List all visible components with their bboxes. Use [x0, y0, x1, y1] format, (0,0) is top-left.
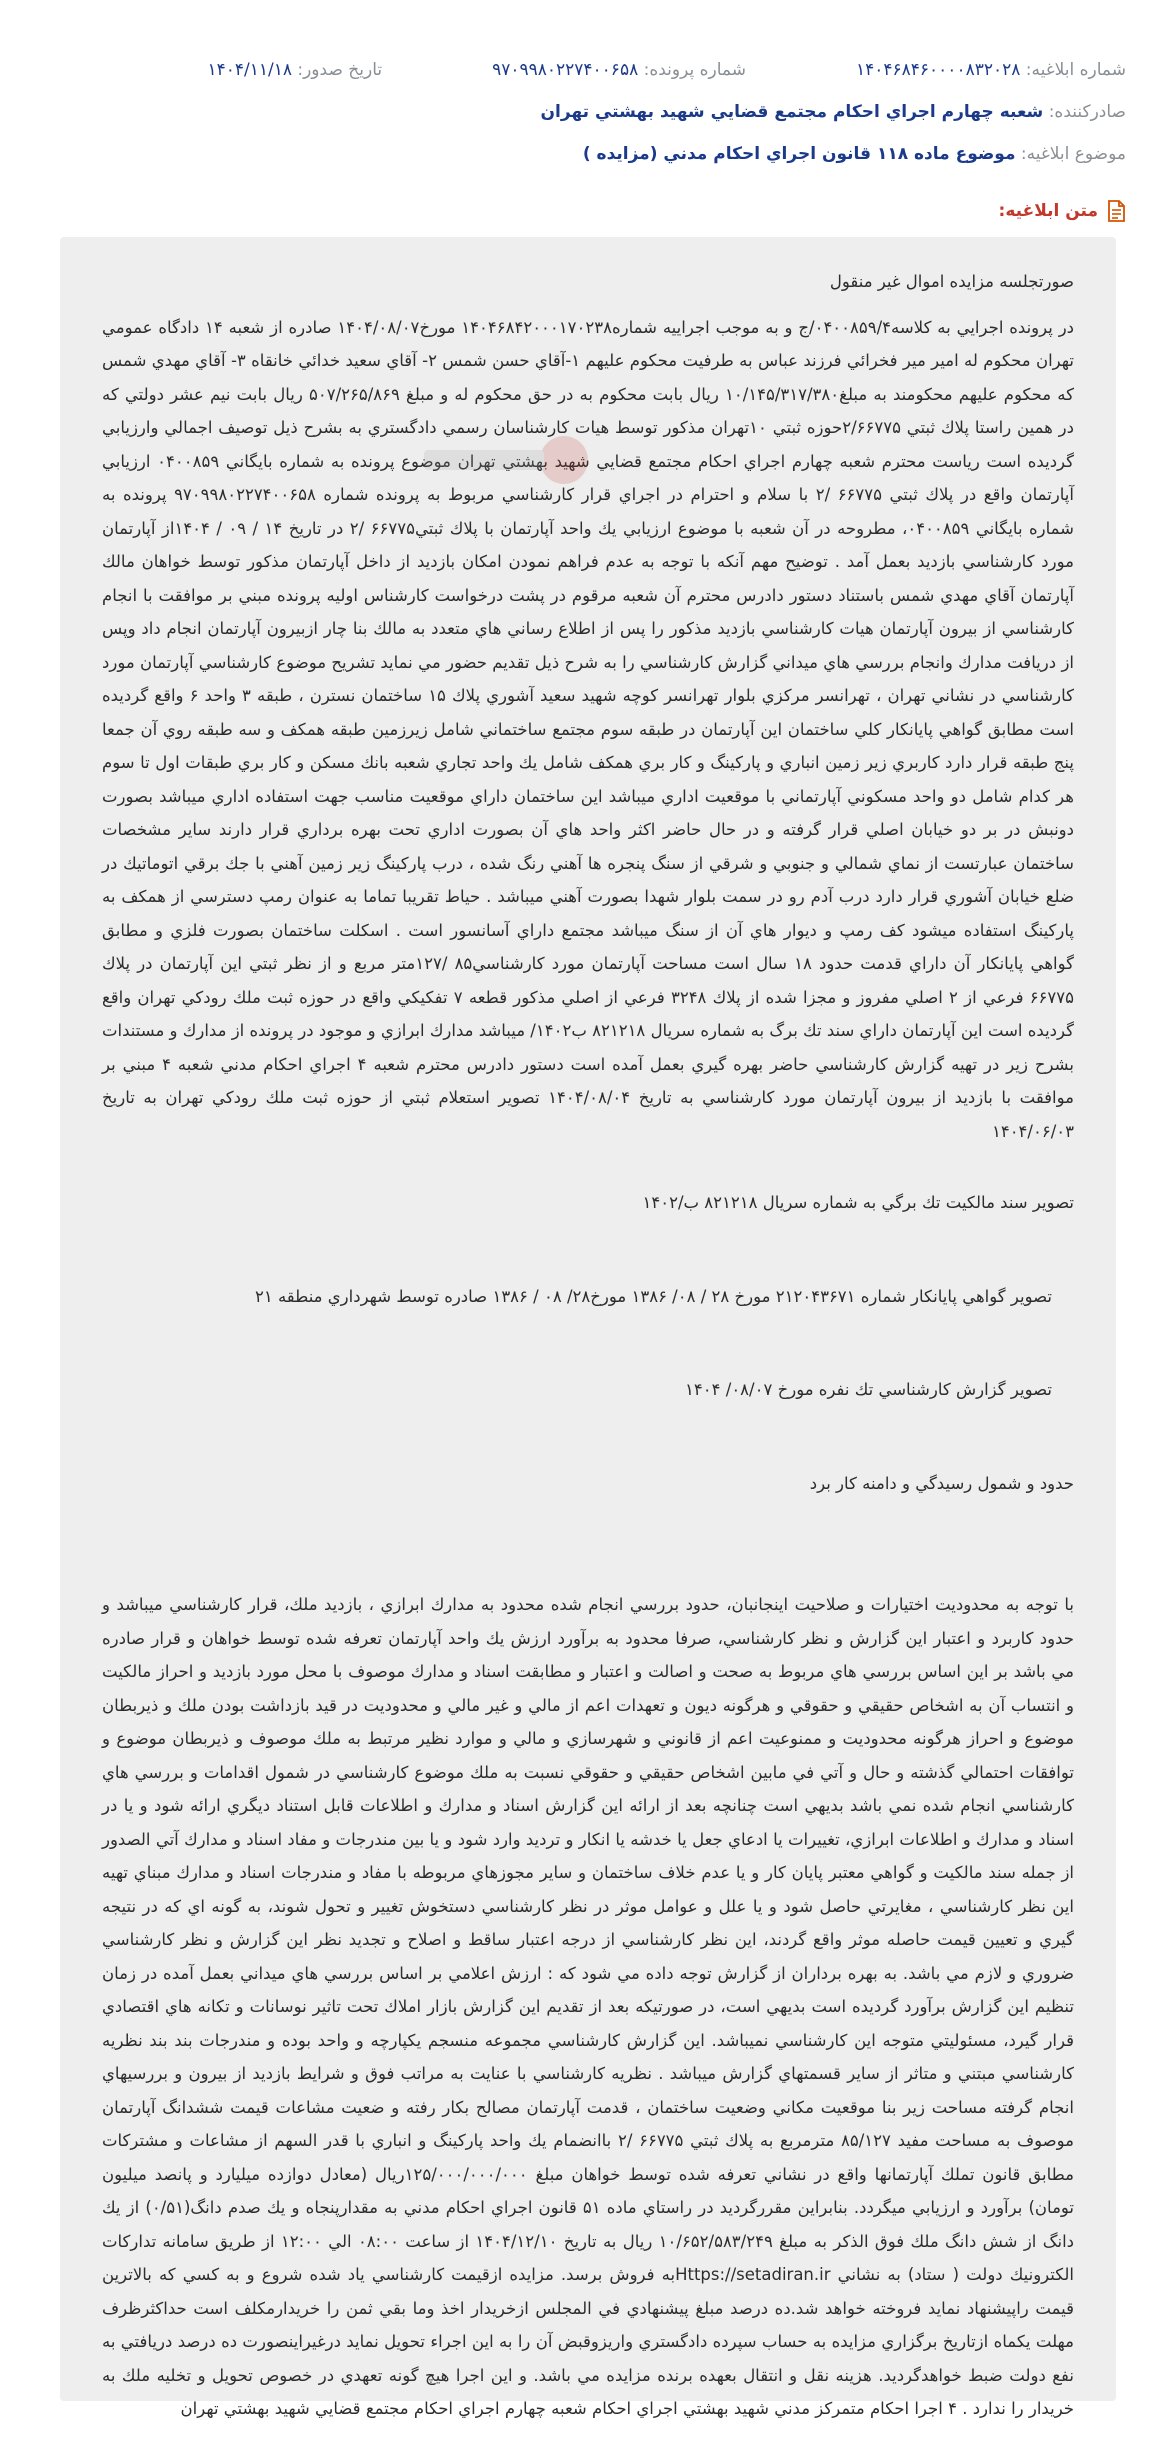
notice-number-value: ۱۴۰۴۶۸۴۶۰۰۰۰۸۳۲۰۲۸ — [856, 60, 1021, 80]
case-number-value: ۹۷۰۹۹۸۰۲۲۷۴۰۰۶۵۸ — [492, 60, 639, 80]
deed-line: تصوير سند مالكيت تك برگي به شماره سريال ۸۲۱۲۱۸ ب/۱۴۰۲ — [642, 1193, 1074, 1212]
notice-meta-row — [48, 58, 1126, 82]
issue-date-label: تاریخ صدور: — [297, 60, 383, 80]
issuer-value: شعبه چهارم اجراي احكام مجتمع قضايي شهيد بهشتي تهران — [540, 102, 1044, 122]
subject-value: موضوع ماده ۱۱۸ قانون اجراي احكام مدني (مزايده ) — [582, 144, 1016, 164]
notice-number-label: شماره ابلاغیه: — [1025, 60, 1126, 80]
issuer-row — [48, 100, 1126, 124]
notice-number — [856, 58, 1126, 82]
notice-text-title — [999, 200, 1126, 222]
scope-heading: حدود و شمول رسيدگي و دامنه كار برد — [809, 1473, 1074, 1493]
issue-date-value: ۱۴۰۴/۱۱/۱۸ — [207, 60, 292, 80]
issue-date — [207, 58, 382, 82]
document-paragraph-1: در پرونده اجرايي به كلاسه۰۴۰۰۸۵۹/۴/ج و به موجب اجراييه شماره۱۴۰۴۶۸۴۲۰۰۰۱۷۰۲۳۸ مورخ۱۴۰۴/۰۸/۰۷ صادره از شعبه ۱۴ دادگاه عمومي تهران محكوم له امير مير فخرائي فرزند عباس به طرفيت محكوم عليهم ۱-آقاي حسن شمس ۲- آقاي سعيد خدائي خانقاه ۳- آقاي مهدي شمس كه محكوم عليهم محكومند به مبلغ۱۰/۱۴۵/۳۱۷/۳۸۰ ريال بابت محكوم به در حق محكوم له و مبلغ ۵۰۷/۲۶۵/۸۶۹ ريال بابت نيم عشر دولتي كه در همين راستا پلاك ثبتي ۲/۶۶۷۷۵حوزه ثبتي ۱۰تهران مذكور توسط هيات كارشناسان رسمي دادگستري به بشرح ذيل توصيف اجمالي وارزيابي گرديده است رياست محترم شعبه چهارم اجراي احكام مجتمع قضايي شهيد بهشتي تهران موضوع پرونده به شماره بايگاني ۰۴۰۰۸۵۹ ارزيابي آپارتمان واقع در پلاك ثبتي ۶۶۷۷۵ /۲ با سلام و احترام در اجراي قرار كارشناسي مربوط به پرونده شماره ۹۷۰۹۹۸۰۲۲۷۴۰۰۶۵۸ پرونده به شماره بايگاني ۰۴۰۰۸۵۹، مطروحه در آن شعبه با موضوع ارزيابي يك واحد آپارتمان با پلاك ثبتي۶۶۷۷۵ /۲ در تاريخ ۱۴ / ۰۹ / ۱۴۰۴از آپارتمان مورد كارشناسي بازديد بعمل آمد . توضيح مهم آنكه با توجه به عدم فراهم نمودن امكان بازديد از داخل آپارتمان مذكور توسط خواهان مالك آپارتمان آقاي مهدي شمس باستناد دستور دادرس محترم آن شعبه مرقوم در پشت درخواست كارشناس اوليه پرونده مبني بر موافقت با انجام كارشناسي از بيرون آپارتمان هيات كارشناسي بازديد مذكور را پس از اطلاع رساني هاي متعدد به مالك بنا چار ازبيرون آپارتمان انجام داد وپس از دريافت مدارك وانجام بررسي هاي ميداني گزارش كارشناسي را به شرح ذيل تقديم حضور مي نمايد تشريح موضوع كارشناسي آپارتمان مورد كارشناسي در نشاني تهران ، تهرانسر مركزي بلوار تهرانسر كوچه شهيد سعيد آشوري پلاك ۱۵ ساختمان نسترن ، طبقه ۳ واحد ۶ واقع گرديده است مطابق گواهي پايانكار كلي ساختمان اين آپارتمان در طبقه سوم مجتمع ساختماني شامل زيرزمين طبقه همكف و سه طبقه روي آن جمعا پنج طبقه قرار دارد كاربري زير زمين انباري و پاركينگ و كار بري همكف شامل يك واحد تجاري شعبه بانك مسكن و كار بري طبقات اول تا سوم هر كدام شامل دو واحد مسكوني آپارتماني با موقعيت اداري ميباشد اين ساختمان داراي موقعيت مناسب جهت استفاده اداري ميباشد بصورت دونبش در بر دو خيابان اصلي قرار گرفته و در حال حاضر اكثر واحد هاي آن بصورت اداري تحت بهره برداري قرار دارند ساير مشخصات ساختمان عبارتست از نماي شمالي و جنوبي و شرقي از سنگ پنجره ها آهني رنگ شده ، درب پاركينگ زير زمين آهني با جك برقي اتوماتيك در ضلع خيابان آشوري قرار دارد درب آدم رو در سمت بلوار شهدا بصورت آهني ميباشد . حياط تقريبا تماما به عنوان رمپ دسترسي از همكف به پاركينگ استفاده ميشود كف رمپ و ديوار هاي آن از سنگ ميباشد مجتمع داراي آسانسور است . اسكلت ساختمان بصورت فلزي و مطابق گواهي پايانكار آن داراي قدمت حدود ۱۸ سال است مساحت آپارتمان مورد كارشناسي۸۵ /۱۲۷متر مربع و از نظر ثبتي اين آپارتمان در پلاك ۶۶۷۷۵ فرعي از ۲ اصلي مفروز و مجزا شده از پلاك ۳۲۴۸ فرعي از اصلي مذكور قطعه ۷ تفكيكي واقع در حوزه ثبت ملك رودكي تهران واقع گرديده است اين آپارتمان داراي سند تك برگ به شماره سريال ۸۲۱۲۱۸ ب۱۴۰۲/ ميباشد مدارك ابرازي و موجود در پرونده از مدارك و مستندات بشرح زير در تهيه گزارش كارشناسي حاضر بهره گيري بعمل آمده است دستور دادرس محترم شعبه ۴ اجراي احكام مدني شعبه ۴ مبني بر موافقت با بازديد از بيرون آپارتمان مورد كارشناسي به تاريخ ۱۴۰۴/۰۸/۰۴ تصوير استعلام ثبتي از حوزه ثبت ملك رودكي تهران به تاريخ ۱۴۰۴/۰۶/۰۳ — [102, 317, 1075, 1141]
case-number-label: شماره پرونده: — [643, 60, 746, 80]
notice-text-title-label: متن ابلاغیه: — [998, 201, 1098, 221]
issuer-label: صادرکننده: — [1048, 102, 1126, 122]
case-number — [492, 58, 746, 82]
subject-label: موضوع ابلاغیه: — [1020, 144, 1126, 164]
document-heading: صورتجلسه مزايده اموال غير منقول — [829, 272, 1074, 291]
document-icon — [1106, 200, 1126, 222]
subject-row — [48, 142, 1126, 166]
report-line: تصوير گزارش كارشناسي تك نفره مورخ ۰۸/۰۷/ ۱۴۰۴ — [685, 1380, 1052, 1399]
certificate-line: تصوير گواهي پايانكار شماره ۲۱۲۰۴۳۶۷۱ مورخ ۲۸ / ۰۸/ ۱۳۸۶ مورخ۲۸/ ۰۸ / ۱۳۸۶ صادره توسط شهرداري منطقه ۲۱ — [254, 1286, 1052, 1306]
notice-body-panel — [60, 237, 1116, 2418]
document-paragraph-2: با توجه به محدوديت اختيارات و صلاحيت اينجانبان، حدود بررسي انجام شده محدود به مدارك ابرازي ، بازديد ملك، قرار كارشناسي ميباشد و حدود كاربرد و اعتبار اين گزارش و نظر كارشناسي، صرفا محدود به برآورد ارزش يك واحد آپارتمان تعرفه شده توسط خواهان و قرار صادره مي باشد بر اين اساس بررسي هاي مربوط به صحت و اصالت و اعتبار و مطابقت اسناد و مدارك موصوف با محل مورد بازديد و احراز مالكيت و انتساب آن به اشخاص حقيقي و حقوقي و هرگونه ديون و تعهدات اعم از مالي و غير مالي و محدوديت در قيد بازداشت بودن ملك و ذيربطان موضوع و احراز هرگونه محدوديت و ممنوعيت اعم از قانوني و شهرسازي و مالي و موارد نظير مرتبط به ملك موصوف و ذيربطان موضوع و توافقات احتمالي گذشته و حال و آتي في مابين اشخاص حقيقي و حقوقي نسبت به ملك موضوع كارشناسي در شمول اقدامات و بررسي هاي كارشناسي انجام شده نمي باشد بديهي است چنانچه بعد از ارائه اين گزارش اسناد و مدارك و اطلاعات قابل استناد ديگري ارائه شود و يا در اسناد و مدارك و اطلاعات ابرازي، تغييرات يا ادعاي جعل يا خدشه يا انكار و ترديد وارد شود و يا بين مندرجات و مفاد اسناد و مدارك آتي الصدور از جمله سند مالكيت و گواهي معتبر پايان كار و يا عدم خلاف ساختمان و ساير مجوزهاي مربوطه با مفاد و مندرجات اسناد و مدارك مبناي تهيه اين نظر كارشناسي ، مغايرتي حاصل شود و يا علل و عوامل موثر در نظر كارشناسي دستخوش تغيير و تحول شوند، به گونه اي كه در نتيجه گيري و تعيين قيمت حاصله موثر واقع گردند، اين نظر كارشناسي از درجه اعتبار ساقط و اصلاح و تجديد نظر اين گزارش و نظر كارشناسي ضروري و لازم مي باشد. به بهره برداران از گزارش توجه داده مي شود كه : ارزش اعلامي بر اساس بررسي هاي ميداني بعمل آمده در زمان تنظيم اين گزارش برآورد گرديده است بديهي است، در صورتيكه بعد از تقديم اين گزارش بازار املاك تحت تاثير نوسانات و تكانه هاي اقتصادي قرار گيرد، مسئوليتي متوجه اين كارشناسي نميباشد. اين گزارش كارشناسي مجموعه منسجم يكپارچه و واحد بوده و مندرجات بند بند نظريه كارشناسي مبتني و متاثر از ساير قسمتهاي گزارش ميباشد . نظريه كارشناسي با عنايت به مراتب فوق و شرايط بازديد از بيرون و بررسيهاي انجام گرفته مساحت زير بنا موقعيت مكاني وضعيت ساختمان ، قدمت آپارتمان مصالح بكار رفته و ضعيت مشاعات قيمت ششدانگ آپارتمان موصوف به مساحت مفيد ۸۵/۱۲۷ مترمربع به پلاك ثبتي ۶۶۷۷۵ /۲ باانضمام يك واحد پاركينگ و انباري با قدر السهم از مشاعات و مشتركات مطابق قانون تملك آپارتمانها واقع در نشاني تعرفه شده توسط خواهان مبلغ ۱۲۵/۰۰۰/۰۰۰/۰۰۰ريال (معادل دوازده ميليارد و پانصد ميليون تومان) برآورد و ارزيابي ميگردد. بنابراين مقررگرديد در راستاي ماده ۵۱ قانون اجراي احكام مدني به مقدارپنجاه و يك صدم دانگ(۰/۵۱) از يك دانگ از شش دانگ ملك فوق الذكر به مبلغ ۱۰/۶۵۲/۵۸۳/۲۴۹ ريال به تاريخ ۱۴۰۴/۱۲/۱۰ از ساعت ۰۸:۰۰ الي ۱۲:۰۰ از طريق سامانه تداركات الكترونيك دولت ( ستاد) به نشاني Https://setadiran.irبه فروش برسد. مزايده ازقيمت كارشناسي ياد شده شروع و به كسي كه بالاترين قيمت راپيشنهاد نمايد فروخته خواهد شد.ده درصد مبلغ پيشنهادي في المجلس ازخريدار اخذ وما بقي ثمن را خريدارمكلف است حداكثرظرف مهلت يكماه ازتاريخ برگزاري مزايده به حساب سپرده دادگستري واريزوقبض آن را به اين اجراء تحويل نمايد درغيراينصورت ده درصد دريافتي به نفع دولت ضبط خواهدگرديد. هزينه نقل و انتقال بعهده برنده مزايده مي باشد. و اين اجرا هيچ گونه تعهدي در خصوص تحويل و تخليه ملك به خريدار را ندارد . ۴ اجرا احكام متمركز مدني شهيد بهشتي اجراي احكام شعبه چهارم اجراي احكام مجتمع قضايي شهيد بهشتي تهران — [102, 1595, 1075, 2418]
